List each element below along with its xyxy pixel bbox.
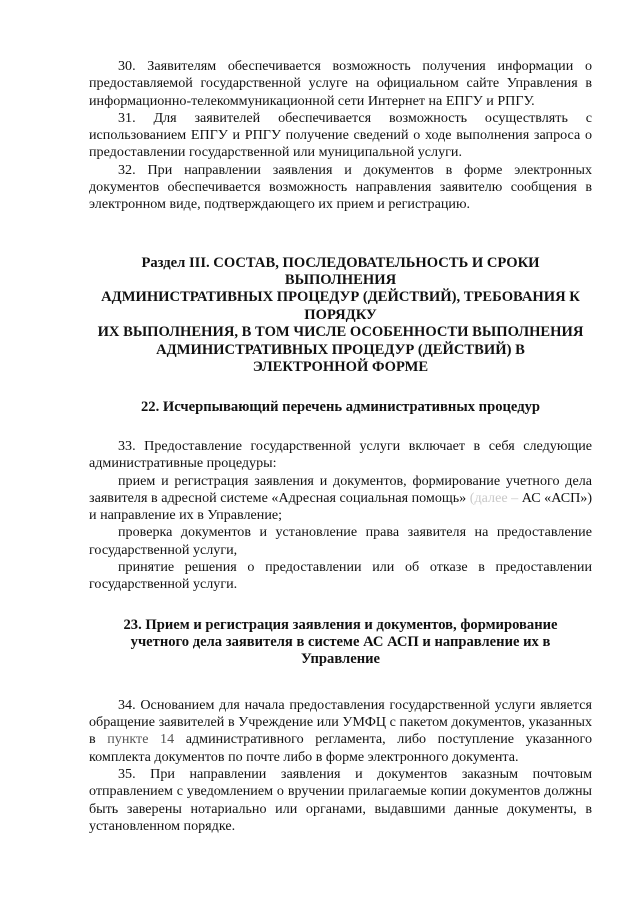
paragraph-33: 33. Предоставление государственной услуги включает в себя следующие административные процедуры:: [89, 437, 592, 472]
paragraph-33-item-1: [89, 473, 592, 525]
subsection-23-title: [89, 617, 592, 669]
subsection-23-title-line: учетного дела заявителя в системе АС АСП и направление их в: [130, 634, 551, 650]
paragraph-34: [89, 697, 592, 766]
section-3-title-line: ВЫПОЛНЕНИЯ: [284, 272, 397, 289]
item-1-text-end: АС «АСП») и направление их в Управление;: [89, 489, 593, 524]
section-3-title-line: АДМИНИСТРАТИВНЫХ ПРОЦЕДУР (ДЕЙСТВИЙ), ТРЕБОВАНИЯ К: [101, 289, 580, 306]
section-3-title-line: ЭЛЕКТРОННОЙ ФОРМЕ: [252, 359, 429, 376]
clause-14-link[interactable]: пункте 14: [107, 731, 175, 748]
paragraph-33-item-3: принятие решения о предоставлении или об отказе в предоставлении государственной услуги.: [89, 559, 592, 593]
paragraph-31: 31. Для заявителей обеспечивается возможность осуществлять с использованием ЕПГУ и РПГУ получение сведений о ходе выполнения запроса о предоставлении государственной или муниципальной услуги.: [89, 109, 592, 161]
section-3-title-line: ПОРЯДКУ: [304, 306, 377, 323]
paragraph-30: 30. Заявителям обеспечивается возможность получения информации о предоставляемой государственной услуге на официальном сайте Управления в информационно-телекоммуникационной сети Интернет на ЕПГУ и РПГУ.: [89, 58, 592, 109]
item-1-text: прием и регистрация заявления и документов, формирование учетного дела заявителя в адресной системе «Адресная социальная помощь»: [89, 472, 592, 506]
subsection-22-title: 22. Исчерпывающий перечень административных процедур: [141, 398, 540, 415]
subsection-23-title-line: Управление: [301, 651, 380, 668]
paragraph-35: 35. При направлении заявления и документов заказным почтовым отправлением с уведомлением о вручении прилагаемые копии документов должны быть заверены нотариально или органами, выдавшими данные документы, в установленном порядке.: [89, 766, 592, 834]
section-3-title: [89, 255, 592, 377]
section-3-title-line: ИХ ВЫПОЛНЕНИЯ, В ТОМ ЧИСЛЕ ОСОБЕННОСТИ ВЫПОЛНЕНИЯ: [97, 324, 584, 341]
paragraph-32: 32. При направлении заявления и документов в форме электронных документов обеспечивается возможность направления заявителю сообщения в электронном виде, подтверждающего их прием и регистрацию.: [89, 161, 592, 213]
paragraph-34-text-end: административного регламента, либо поступление указанного комплекта документов по почте либо в форме электронного документа.: [89, 731, 592, 765]
section-3-title-line: Раздел III. СОСТАВ, ПОСЛЕДОВАТЕЛЬНОСТЬ И СРОКИ: [141, 254, 540, 271]
paragraph-33-item-2: проверка документов и установление права заявителя на предоставление государственной услуги,: [89, 524, 592, 558]
paragraph-34-text: 34. Основанием для начала предоставления государственной услуги является обращение заявителей в Учреждение или УМФЦ с пакетом документов, указанных в: [89, 696, 592, 748]
subsection-23-title-line: 23. Прием и регистрация заявления и документов, формирование: [123, 616, 558, 633]
item-1-faint-text: (далее –: [466, 489, 519, 506]
section-3-title-line: АДМИНИСТРАТИВНЫХ ПРОЦЕДУР (ДЕЙСТВИЙ) В: [156, 341, 525, 358]
